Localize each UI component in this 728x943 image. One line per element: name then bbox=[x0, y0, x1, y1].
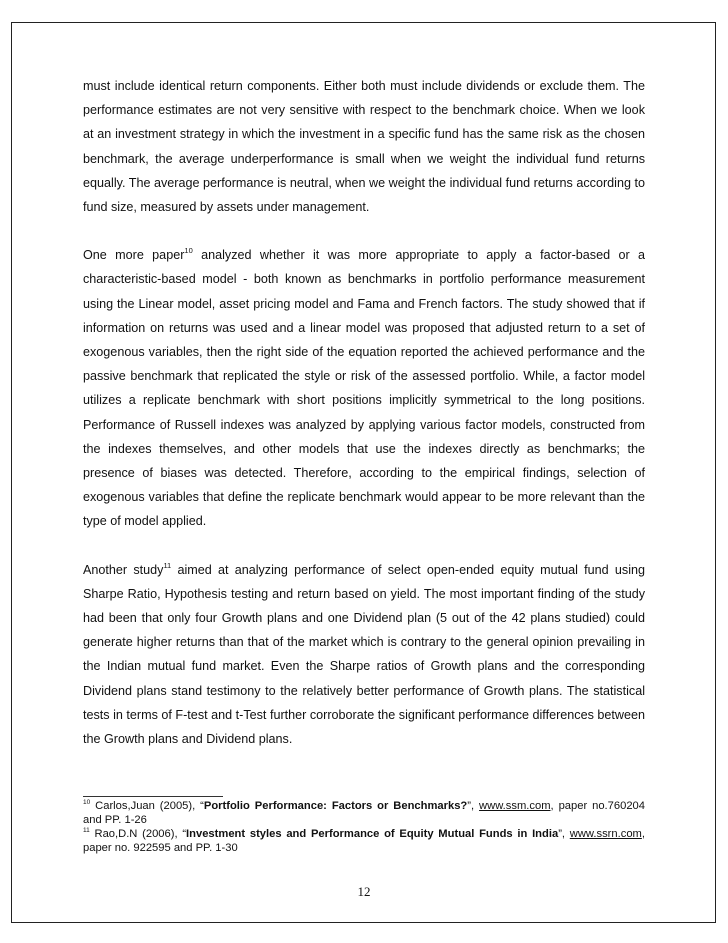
body-text bbox=[83, 74, 645, 751]
paragraph-2-rest: analyzed whether it was more appropriate to apply a factor-based or a characteristic-based model - both known as benchmarks in portfolio performance measurement using the Linear model, asset pricing model and Fama and French factors. The study showed that if information on returns was used and a linear model was proposed that adjusted return to a set of exogenous variables, then the right side of the equation reported the achieved performance and the passive benchmark that replicated the style or risk of the assessed portfolio. While, a factor model utilizes a replicate benchmark with short positions implicitly symmetrical to the long positions. Performance of Russell indexes was analyzed by applying various factor models, constructed from the indexes themselves, and other models that use the indexes directly as benchmarks; the presence of biases was detected. Therefore, according to the empirical findings, selection of exogenous variables that define the replicate benchmark would appear to be more relevant than the type of model applied. bbox=[83, 248, 645, 529]
footnote-tail: , paper no.760204 and PP. 1-26 bbox=[83, 800, 645, 826]
paragraph-2-lead: One more paper bbox=[83, 248, 185, 263]
footnote-11 bbox=[83, 827, 645, 855]
footnote-author: Rao,D.N (2006), “ bbox=[89, 828, 187, 840]
page-number: 12 bbox=[357, 884, 371, 899]
footnote-number: 11 bbox=[83, 827, 90, 834]
footnote-link-ssm[interactable]: www.ssm.com bbox=[479, 800, 551, 812]
paragraph-2 bbox=[83, 243, 645, 533]
footnote-10 bbox=[83, 799, 645, 827]
footnote-ref-11: 11 bbox=[163, 560, 172, 570]
paragraph-1: must include identical return components. Either both must include dividends or exclude them. The performance estimates are not very sensitive with respect to the benchmark choice. When we look at an investment strategy in which the investment in a specific fund has the same risk as the chosen benchmark, the average underperformance is small when we weight the individual fund returns equally. The average performance is neutral, when we weight the individual fund returns according to fund size, measured by assets under management. bbox=[83, 79, 645, 215]
footnote-link-ssrn[interactable]: www.ssrn.com bbox=[569, 828, 642, 840]
footnote-tail: , paper no. 922595 and PP. 1-30 bbox=[83, 828, 645, 854]
paragraph-3-rest: aimed at analyzing performance of select open-ended equity mutual fund using Sharpe Ratio, Hypothesis testing and return based on yield. The most important finding of the study had been that only four Growth plans and one Dividend plan (5 out of the 42 plans studied) could generate higher returns than that of the market which is contrary to the general opinion prevailing in the Indian mutual fund market. Even the Sharpe ratios of Growth plans and the corresponding Dividend plans stand testimony to the relatively better performance of Growth plans. The statistical tests in terms of F-test and t-Test further corroborate the significant performance differences between the Growth plans and Dividend plans. bbox=[83, 562, 645, 747]
footnote-ref-10: 10 bbox=[184, 246, 193, 256]
footnote-title: Investment styles and Performance of Equity Mutual Funds in India bbox=[186, 828, 559, 840]
footnote-punct: ”, bbox=[467, 800, 480, 812]
footnote-author: Carlos,Juan (2005), “ bbox=[90, 800, 204, 812]
footnotes bbox=[83, 796, 645, 855]
footnote-number: 10 bbox=[83, 799, 91, 806]
paragraph-3 bbox=[83, 558, 645, 752]
footnote-title: Portfolio Performance: Factors or Benchmarks? bbox=[203, 800, 468, 812]
footnote-separator bbox=[83, 796, 223, 797]
paragraph-3-lead: Another study bbox=[83, 562, 164, 577]
footnote-punct: ”, bbox=[558, 828, 570, 840]
